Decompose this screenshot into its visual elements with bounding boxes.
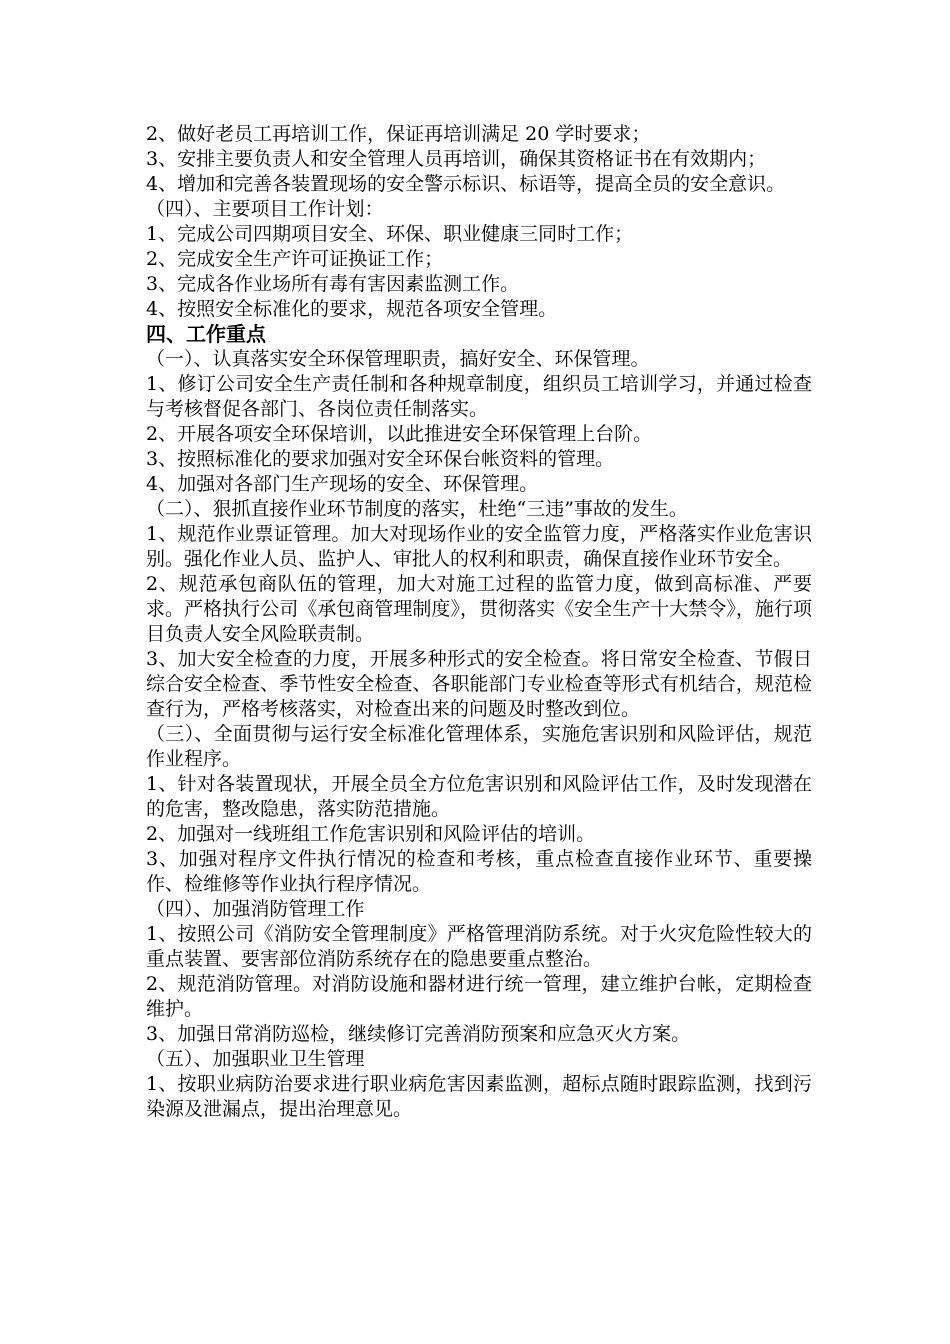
document-page bbox=[146, 122, 812, 1122]
paragraph: （五）、加强职业卫生管理 bbox=[146, 1048, 365, 1070]
paragraph: 4、增加和完善各装置现场的安全警示标识、标语等，提高全员的安全意识。 bbox=[146, 173, 786, 195]
paragraph: 3、加大安全检查的力度，开展多种形式的安全检查。将日常安全检查、节假日综合安全检查、季节性安全检查、各职能部门专业检查等形式有机结合，规范检查行为，严格考核落实，对检查出来的问题及时整改到位。 bbox=[146, 648, 812, 720]
paragraph: 3、加强对程序文件执行情况的检查和考核，重点检查直接作业环节、重要操作、检维修等作业执行程序情况。 bbox=[146, 848, 812, 895]
paragraph: 4、按照安全标准化的要求，规范各项安全管理。 bbox=[146, 298, 558, 320]
paragraph: （二）、狠抓直接作业环节制度的落实，杜绝“三违”事故的发生。 bbox=[146, 498, 688, 520]
paragraph: 2、加强对一线班组工作危害识别和风险评估的培训。 bbox=[146, 823, 596, 845]
paragraph: 2、规范消防管理。对消防设施和器材进行统一管理，建立维护台帐，定期检查维护。 bbox=[146, 973, 812, 1020]
paragraph: （三）、全面贯彻与运行安全标准化管理体系，实施危害识别和风险评估，规范作业程序。 bbox=[146, 723, 812, 770]
paragraph: 1、完成公司四期项目安全、环保、职业健康三同时工作； bbox=[146, 223, 634, 245]
paragraph: 1、按职业病防治要求进行职业病危害因素监测，超标点随时跟踪监测，找到污染源及泄漏点，提出治理意见。 bbox=[146, 1073, 812, 1120]
paragraph: （一）、认真落实安全环保管理职责，搞好安全、环保管理。 bbox=[146, 348, 650, 370]
paragraph: 3、完成各作业场所有毒有害因素监测工作。 bbox=[146, 273, 520, 295]
paragraph: 3、按照标准化的要求加强对安全环保台帐资料的管理。 bbox=[146, 448, 615, 470]
paragraph: 2、开展各项安全环保培训，以此推进安全环保管理上台阶。 bbox=[146, 423, 653, 445]
paragraph: （四）、加强消防管理工作 bbox=[146, 898, 365, 920]
paragraph: 1、规范作业票证管理。加大对现场作业的安全监管力度，严格落实作业危害识别。强化作业人员、监护人、审批人的权利和职责，确保直接作业环节安全。 bbox=[146, 523, 812, 570]
paragraph: 4、加强对各部门生产现场的安全、环保管理。 bbox=[146, 473, 539, 495]
paragraph: 1、针对各装置现状，开展全员全方位危害识别和风险评估工作，及时发现潜在的危害，整改隐患，落实防范措施。 bbox=[146, 773, 812, 820]
paragraph: 2、完成安全生产许可证换证工作； bbox=[146, 248, 444, 270]
paragraph: 3、加强日常消防巡检，继续修订完善消防预案和应急灭火方案。 bbox=[146, 1023, 691, 1045]
paragraph: 3、安排主要负责人和安全管理人员再培训，确保其资格证书在有效期内； bbox=[146, 148, 767, 170]
paragraph: 2、规范承包商队伍的管理，加大对施工过程的监管力度，做到高标准、严要求。严格执行公司《承包商管理制度》，贯彻落实《安全生产十大禁令》，施行项目负责人安全风险联责制。 bbox=[146, 573, 812, 645]
paragraph: 1、修订公司安全生产责任制和各种规章制度，组织员工培训学习，并通过检查与考核督促各部门、各岗位责任制落实。 bbox=[146, 373, 812, 420]
paragraph: （四）、主要项目工作计划： bbox=[146, 198, 384, 220]
paragraph: 1、按照公司《消防安全管理制度》严格管理消防系统。对于火灾危险性较大的重点装置、要害部位消防系统存在的隐患要重点整治。 bbox=[146, 923, 812, 970]
section-heading: 四、工作重点 bbox=[146, 322, 266, 346]
paragraph: 2、做好老员工再培训工作，保证再培训满足 20 学时要求； bbox=[146, 123, 651, 145]
